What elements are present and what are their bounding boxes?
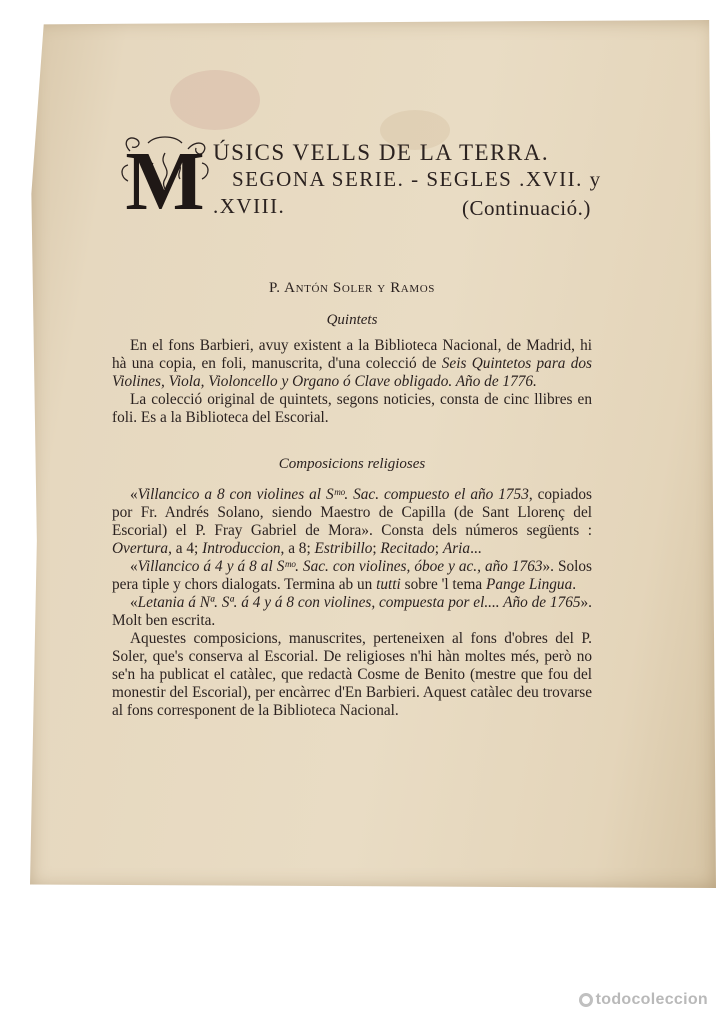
- paragraph-6: Aquestes composicions, manuscrites, perteneixen al fons d'obres del P. Soler, que's conserva al Escorial. De religioses n'hi hàn moltes més, però no se'n ha publicat el catàlec, que redactà Cosme de Benito (mestre que fou del monestir del Escorial), per encàrrec d'En Barbieri. Aquest catàlec deu trovarse al fons corresponent de la Biblioteca Nacional.: [112, 630, 592, 719]
- text-run: , a 4;: [168, 540, 203, 557]
- text-run: «: [130, 486, 138, 503]
- author-heading: P. Antón Soler y Ramos: [269, 280, 435, 296]
- decorated-initial: [118, 133, 213, 213]
- text-run: En el fons Barbieri, avuy existent a la Biblioteca Nacional, de Madrid, hi hà una copia, en foli, manuscrita, d'una colecció de: [112, 337, 592, 372]
- paragraph-1: [112, 337, 592, 391]
- paragraph-5: [112, 594, 592, 630]
- italic-title: Pange Lingua: [485, 576, 573, 593]
- text-run: .: [572, 576, 577, 593]
- italic-title: Estribillo: [314, 540, 373, 557]
- section-heading-religious: Composicions religioses: [278, 456, 426, 472]
- watermark-mark-icon: [579, 993, 593, 1007]
- watermark-logo: [579, 991, 708, 1009]
- text-run: ». Molt ben escrita.: [112, 594, 592, 629]
- italic-title: Villancico a 8 con violines al Sᵐᵒ. Sac. compuesto el año 1753: [137, 486, 529, 503]
- continuation-label: (Continuació.): [462, 196, 591, 220]
- italic-title: Letania á Nª. Sª. á 4 y á 8 con violines, compuesta por el.... Año de 1765: [137, 594, 581, 611]
- text-run: , copiados por Fr. Andrés Solano, siendo Maestro de Capilla (de Sant Llorenç del Escorial) el P. Fray Gabriel de Mora». Consta dels números següents :: [112, 486, 592, 539]
- title-line-2: SEGONA SERIE. - SEGLES .XVII. y: [232, 167, 602, 191]
- text-run: , a 8;: [280, 540, 315, 557]
- title-line-3: .XVIII.: [213, 194, 286, 218]
- section-heading-quintets: Quintets: [326, 312, 378, 328]
- italic-title: Introduccion: [202, 540, 281, 557]
- text-run: sobre 'l tema: [400, 576, 486, 593]
- italic-title: Villancico á 4 y á 8 al Sᵐᵒ. Sac. con violines, óboe y ac., año 1763: [137, 558, 543, 575]
- paragraph-4: [112, 558, 592, 594]
- italic-title: Aria: [442, 540, 471, 557]
- paragraph-2: La colecció original de quintets, segons noticies, consta de cinc llibres en foli. Es a la Biblioteca del Escorial.: [112, 391, 592, 426]
- paper-stain: [170, 70, 260, 130]
- watermark-text: todocoleccion: [595, 991, 708, 1008]
- italic-title: Overtura: [112, 540, 169, 557]
- text-run: ...: [470, 540, 482, 557]
- text-run: ;: [372, 540, 381, 557]
- paragraph-religious: [112, 486, 592, 720]
- paragraph-3: [112, 486, 592, 558]
- paragraph-quintets: [112, 337, 592, 427]
- text-run: ». Solos pera tiple y chors dialogats. Termina ab un: [112, 558, 592, 593]
- italic-title: Seis Quintetos para dos Violines, Viola, Violoncello y Organo ó Clave obligado. Año de 1776.: [112, 355, 593, 390]
- italic-title: tutti: [376, 576, 401, 593]
- initial-letter: M: [125, 135, 205, 213]
- title-line-1: ÚSICS VELLS DE LA TERRA.: [213, 140, 550, 165]
- text-run: «: [130, 594, 138, 611]
- text-run: «: [130, 558, 138, 575]
- italic-title: Recitado: [380, 540, 435, 557]
- text-run: ;: [434, 540, 443, 557]
